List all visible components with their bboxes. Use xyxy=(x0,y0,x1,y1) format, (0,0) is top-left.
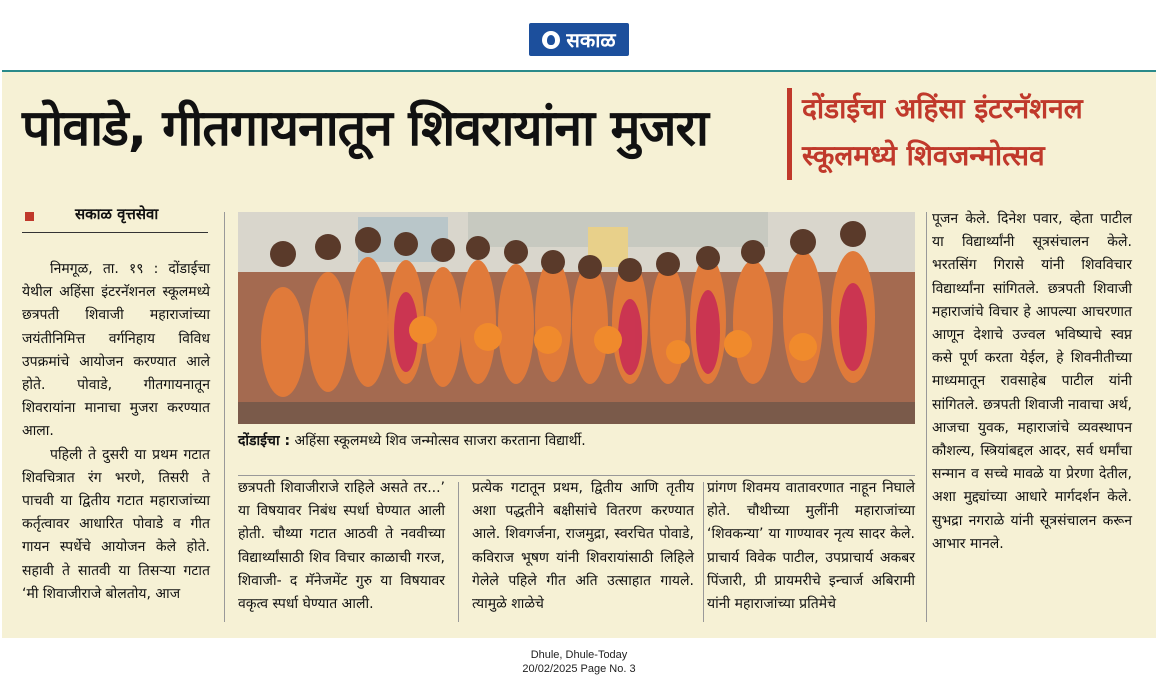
column-rule xyxy=(926,212,927,622)
caption-text: अहिंसा स्कूलमध्ये शिव जन्मोत्सव साजरा करताना विद्यार्थी. xyxy=(294,433,586,449)
logo-text: सकाळ xyxy=(566,28,616,52)
photo-caption xyxy=(238,430,915,452)
article-column-1 xyxy=(22,258,210,606)
subheadline-line: दोंडाईचा अहिंसा इंटरनॅशनल xyxy=(802,92,1083,125)
newspaper-logo xyxy=(529,23,629,56)
byline: सकाळ वृत्तसेवा xyxy=(75,205,159,223)
headline: पोवाडे, गीतगायनातून शिवरायांना मुजरा xyxy=(22,99,708,157)
footer-date-page: 20/02/2025 Page No. 3 xyxy=(522,663,636,675)
paragraph: छत्रपती शिवाजीराजे राहिले असते तर...’ या विषयावर निबंध स्पर्धा घेण्यात आली होती. चौथ्या गटात आठवी ते नववीच्या विद्यार्थ्यांसाठी शिव विचार काळाची गरज, शिवाजी- द मॅनेजमेंट गुरु या विषयावर वकृत्व स्पर्धा घेण्यात आली. xyxy=(238,480,445,613)
paragraph: प्रत्येक गटातून प्रथम, द्वितीय आणि तृतीय अशा पद्धतीने बक्षीसांचे वितरण करण्यात आले. शिवगर्जना, राजमुद्रा, स्वरचित पोवाडे, कविराज भूषण यांनी शिवरायांसाठी लिहिले गेलेले पहिले गीत अति उत्साहात गायले. त्यामुळे शाळेचे xyxy=(472,480,694,613)
column-rule xyxy=(703,482,704,622)
caption-rule xyxy=(238,475,915,476)
column-rule xyxy=(224,212,225,622)
paragraph: पूजन केले. दिनेश पवार, व्हेता पाटील या विद्यार्थ्यांनी सूत्रसंचालन केले. भरतसिंग गिरासे यांनी शिवविचार विद्यार्थ्यांना सांगितले. छत्रपती शिवाजी महाराजांचे विचार हे आपल्या आचरणात आणून देशाचे उज्वल भविष्याचे स्वप्न कसे पूर्ण करता येईल, हे शिवनीतीच्या माध्यमातून रावसाहेब पाटील यांनी सांगितले. छत्रपती शिवाजी नावाचा अर्थ, आजचा युवक, महाराजांचे व्यवस्थापन कौशल्य, स्त्रियांबद्दल आदर, सर्व धर्मांचा सन्मान व सच्चे मावळे या प्रेरणा देतील, अशा मुद्द्यांच्या आधारे मार्गदर्शन केले. सुभद्रा नगराळे यांनी सूत्रसंचालन करून आभार मानले. xyxy=(932,211,1132,552)
deck-accent-bar xyxy=(787,88,792,180)
column-rule xyxy=(458,482,459,622)
logo-emblem-icon xyxy=(542,31,560,49)
subheadline-line: स्कूलमध्ये शिवजन्मोत्सव xyxy=(802,139,1045,172)
event-photo xyxy=(238,212,915,424)
caption-place: दोंडाईचा : xyxy=(238,433,291,449)
paragraph: प्रांगण शिवमय वातावरणात नाहून निघाले होते. चौथीच्या मुलींनी महाराजांच्या ‘शिवकन्या’ या गाण्यावर नृत्य सादर केले. प्राचार्य विवेक पाटील, उपप्राचार्य अकबर पिंजारी, प्री प्रायमरीचे इन्चार्ज अबिरामी यांनी महाराजांच्या प्रतिमेचे xyxy=(707,480,915,613)
article-column-3 xyxy=(472,477,694,616)
article-column-4 xyxy=(707,477,915,616)
page-footer xyxy=(0,648,1158,676)
footer-edition: Dhule, Dhule-Today xyxy=(530,649,628,661)
byline-bullet-icon xyxy=(25,212,34,221)
byline-rule xyxy=(22,232,208,233)
article-column-2 xyxy=(238,477,445,616)
article-column-5 xyxy=(932,208,1132,556)
paragraph: निमगूळ, ता. १९ : दोंडाईचा येथील अहिंसा इंटरनॅशनल स्कूलमध्ये छत्रपती शिवाजी महाराजांच्या जयंतीनिमित्त वर्गनिहाय विविध उपक्रमांचे आयोजन करण्यात आले होते. पोवाडे, गीतगायनातून शिवरायांना मानाचा मुजरा करण्यात आला. xyxy=(22,261,210,440)
subheadline xyxy=(802,85,1142,179)
paragraph: पहिली ते दुसरी या प्रथम गटात शिवचित्रात रंग भरणे, तिसरी ते पाचवी या द्वितीय गटात महाराजांच्या कर्तृत्वावर आधारित पोवाडे व गीत गायन स्पर्धेचे आयोजन केले होते. सहावी ते सातवी या तिसऱ्या गटात ‘मी शिवाजीराजे बोलतोय, आज xyxy=(22,446,210,602)
